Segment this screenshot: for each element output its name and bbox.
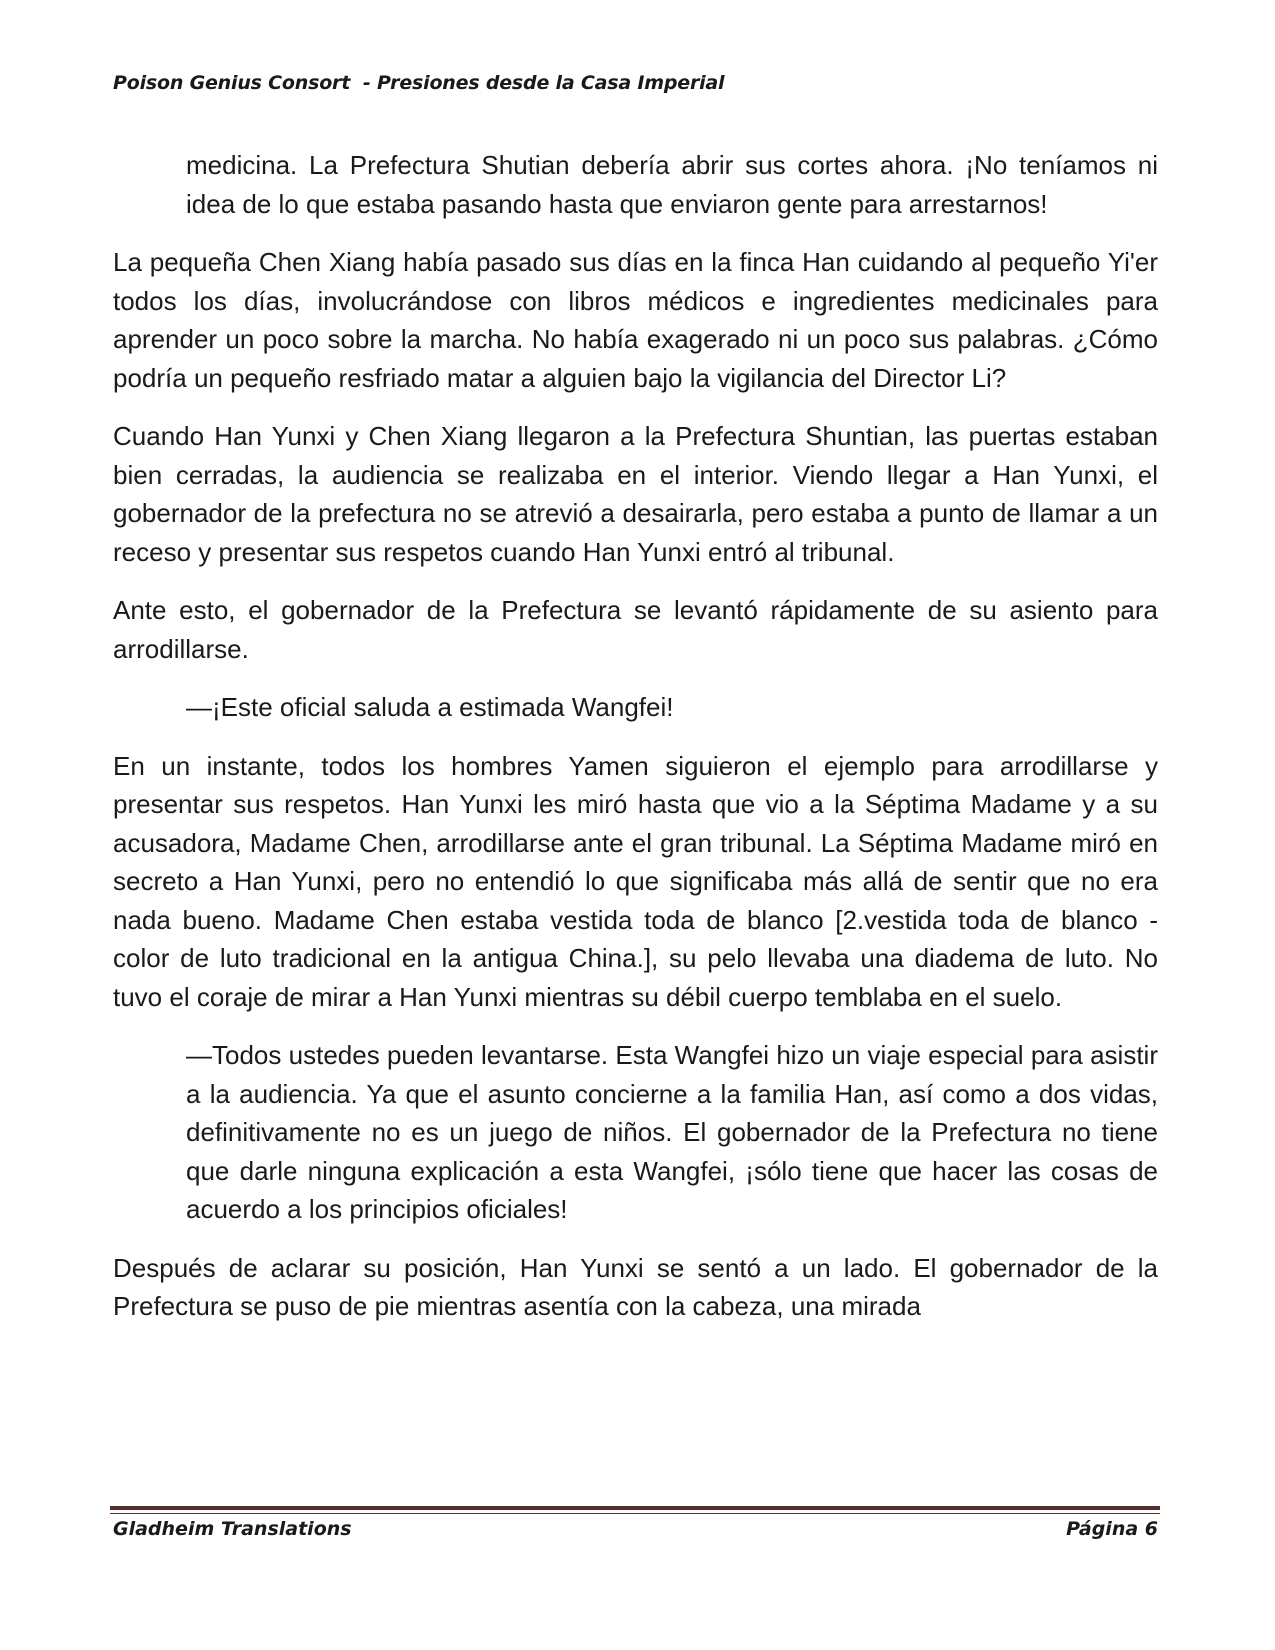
page-header-title: Poison Genius Consort - Presiones desde la Casa Imperial	[113, 72, 725, 94]
footer-divider-thick	[110, 1506, 1160, 1510]
page-number: Página 6	[1066, 1518, 1158, 1540]
document-body	[113, 146, 1158, 1346]
body-paragraph: Cuando Han Yunxi y Chen Xiang llegaron a la Prefectura Shuntian, las puertas estaban bien cerradas, la audiencia se realizaba en el interior. Viendo llegar a Han Yunxi, el gobernador de la prefectura no se atrevió a desairarla, pero estaba a punto de llamar a un receso y presentar sus respetos cuando Han Yunxi entró al tribunal.	[113, 421, 1158, 567]
footer-translator: Gladheim Translations	[113, 1518, 352, 1540]
dialogue-paragraph: medicina. La Prefectura Shutian debería abrir sus cortes ahora. ¡No teníamos ni idea de lo que estaba pasando hasta que enviaron gente para arrestarnos!	[186, 150, 1158, 219]
footer-divider-thin	[110, 1513, 1160, 1514]
page-footer	[113, 1518, 1158, 1540]
dialogue-paragraph: —¡Este oficial saluda a estimada Wangfei!	[186, 692, 674, 722]
dialogue-paragraph: —Todos ustedes pueden levantarse. Esta Wangfei hizo un viaje especial para asistir a la audiencia. Ya que el asunto concierne a la familia Han, así como a dos vidas, definitivamente no es un juego de niños. El gobernador de la Prefectura no tiene que darle ninguna explicación a esta Wangfei, ¡sólo tiene que hacer las cosas de acuerdo a los principios oficiales!	[186, 1040, 1158, 1224]
body-paragraph: Ante esto, el gobernador de la Prefectura se levantó rápidamente de su asiento para arrodillarse.	[113, 595, 1158, 664]
body-paragraph: En un instante, todos los hombres Yamen siguieron el ejemplo para arrodillarse y presentar sus respetos. Han Yunxi les miró hasta que vio a la Séptima Madame y a su acusadora, Madame Chen, arrodillarse ante el gran tribunal. La Séptima Madame miró en secreto a Han Yunxi, pero no entendió lo que significaba más allá de sentir que no era nada bueno. Madame Chen estaba vestida toda de blanco [2.vestida toda de blanco - color de luto tradicional en la antigua China.], su pelo llevaba una diadema de luto. No tuvo el coraje de mirar a Han Yunxi mientras su débil cuerpo temblaba en el suelo.	[113, 750, 1158, 1012]
footer-divider	[110, 1506, 1160, 1514]
body-paragraph: La pequeña Chen Xiang había pasado sus días en la finca Han cuidando al pequeño Yi'er todos los días, involucrándose con libros médicos e ingredientes medicinales para aprender un poco sobre la marcha. No había exagerado ni un poco sus palabras. ¿Cómo podría un pequeño resfriado matar a alguien bajo la vigilancia del Director Li?	[113, 247, 1158, 393]
body-paragraph: Después de aclarar su posición, Han Yunxi se sentó a un lado. El gobernador de la Prefectura se puso de pie mientras asentía con la cabeza, una mirada	[113, 1252, 1158, 1321]
